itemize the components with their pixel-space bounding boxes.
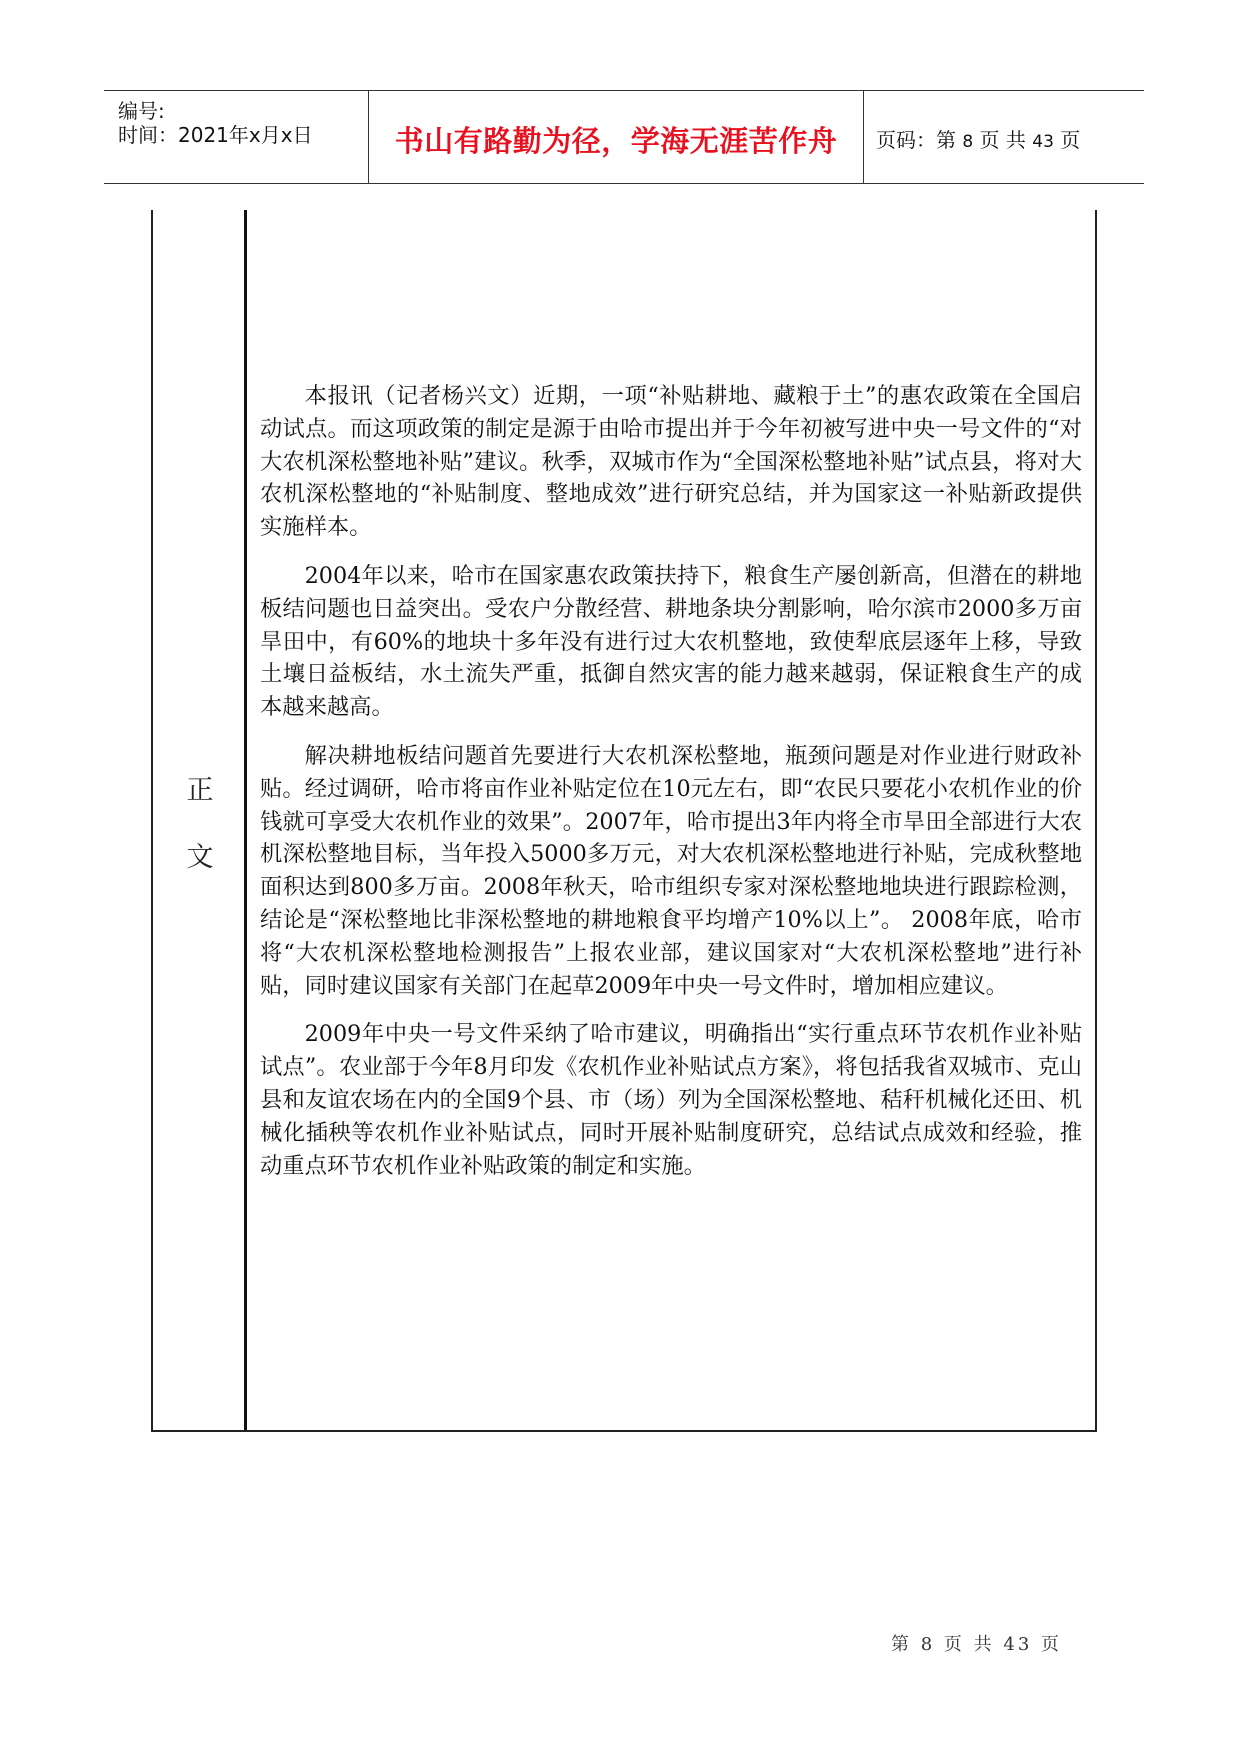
content-table (151, 210, 1097, 1432)
header-motto-cell (368, 91, 864, 183)
paragraph: 解决耕地板结问题首先要进行大农机深松整地，瓶颈问题是对作业进行财政补贴。经过调研，哈市将亩作业补贴定位在10元左右，即“农民只要花小农机作业的价钱就可享受大农机作业的效果”。2007年，哈市提出3年内将全市旱田全部进行大农机深松整地目标，当年投入5000多万元，对大农机深松整地进行补贴，完成秋整地面积达到800多万亩。2008年秋天，哈市组织专家对深松整地地块进行跟踪检测，结论是“深松整地比非深松整地的耕地粮食平均增产10%以上”。 2008年底，哈市将“大农机深松整地检测报告”上报农业部，建议国家对“大农机深松整地”进行补贴，同时建议国家有关部门在起草2009年中央一号文件时，增加相应建议。 (260, 742, 1082, 999)
page-prefix: 页码：第 (876, 128, 956, 152)
page-total: 43 (1032, 132, 1054, 152)
header-meta-cell (104, 91, 368, 183)
page-current: 8 (962, 132, 974, 152)
document-number-label: 编号: (118, 99, 165, 123)
paragraph: 本报讯（记者杨兴文）近期，一项“补贴耕地、藏粮于土”的惠农政策在全国启动试点。而这项政策的制定是源于由哈市提出并于今年初被写进中央一号文件的“对大农机深松整地补贴”建议。秋季，双城市作为“全国深松整地补贴”试点县，将对大农机深松整地的“补贴制度、整地成效”进行研究总结，并为国家这一补贴新政提供实施样本。 (260, 383, 1082, 541)
paragraph: 2004年以来，哈市在国家惠农政策扶持下，粮食生产屡创新高，但潜在的耕地板结问题也日益突出。受农户分散经营、耕地条块分割影响，哈尔滨市2000多万亩旱田中，有60%的地块十多年没有进行过大农机整地，致使犁底层逐年上移，导致土壤日益板结，水土流失严重，抵御自然灾害的能力越来越弱，保证粮食生产的成本越来越高。 (260, 562, 1082, 721)
paragraph: 2009年中央一号文件采纳了哈市建议，明确指出“实行重点环节农机作业补贴试点”。农业部于今年8月印发《农机作业补贴试点方案》，将包括我省双城市、克山县和友谊农场在内的全国9个县、市（场）列为全国深松整地、秸秆机械化还田、机械化插秧等农机作业补贴试点，同时开展补贴制度研究，总结试点成效和经验，推动重点环节农机作业补贴政策的制定和实施。 (260, 1021, 1082, 1179)
page-mid: 页 共 (979, 128, 1026, 152)
header-page-number (876, 124, 1080, 153)
page-header (104, 90, 1144, 184)
page-footer: 第 8 页 共 43 页 (891, 1634, 1062, 1655)
column-divider (244, 210, 247, 1430)
header-page-cell (862, 91, 1144, 183)
header-motto: 书山有路勤为径，学海无涯苦作舟 (394, 124, 838, 158)
article-body (260, 380, 1082, 1198)
page-suffix: 页 (1060, 128, 1081, 152)
section-label-zheng: 正 (186, 775, 214, 806)
document-time-label: 时间：2021年x月x日 (118, 123, 313, 147)
section-label-wen: 文 (186, 842, 214, 873)
